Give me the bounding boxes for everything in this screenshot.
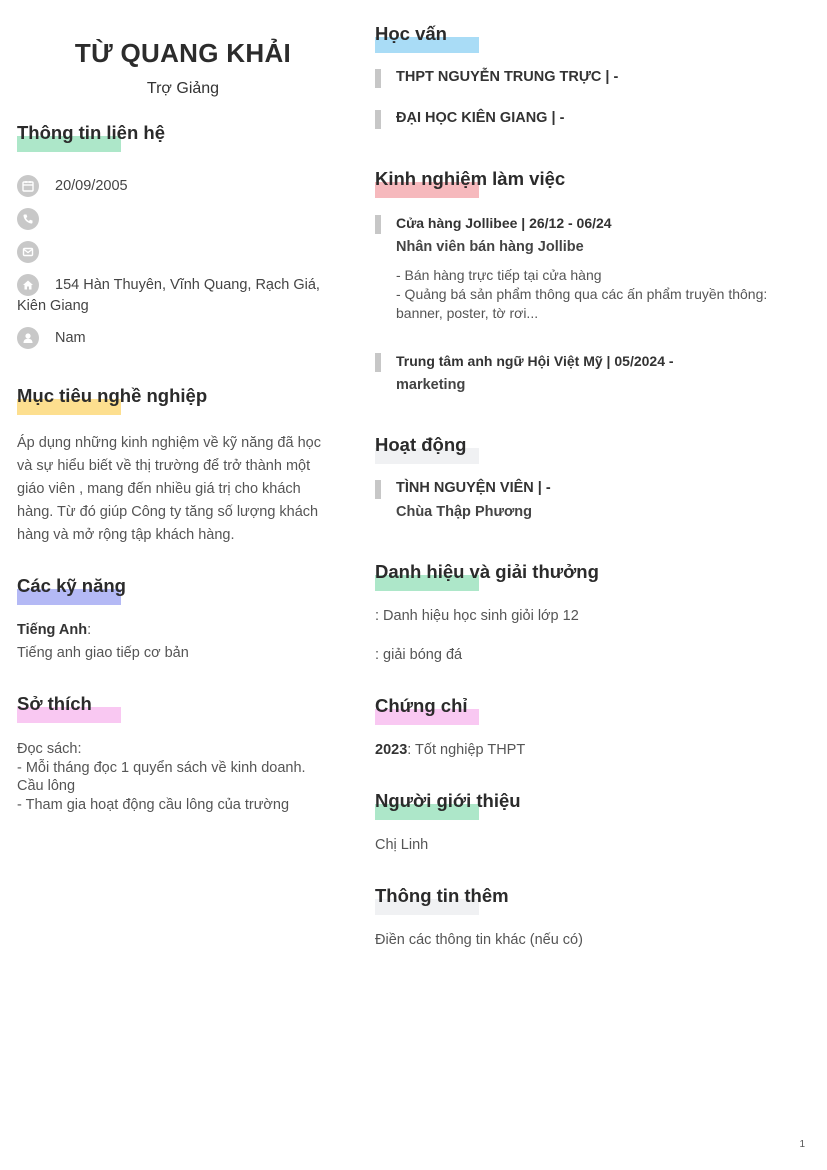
activity-item-org: Chùa Thập Phương [396, 504, 532, 520]
education-item-title: ĐẠI HỌC KIÊN GIANG | - [396, 110, 565, 126]
awards-title: Danh hiệu và giải thưởng [375, 561, 599, 582]
hobby-line: - Mỗi tháng đọc 1 quyển sách về kinh doanh. [17, 759, 306, 776]
education-title: Học vấn [375, 23, 447, 44]
candidate-role: Trợ Giảng [146, 80, 220, 97]
experience-item-description [396, 266, 796, 323]
candidate-name: TỪ QUANG KHẢI [74, 38, 292, 68]
objective-section [17, 385, 207, 407]
activities-section [375, 434, 466, 456]
activity-item-title: TÌNH NGUYỆN VIÊN | - [396, 480, 551, 496]
calendar-icon [17, 175, 39, 197]
address-text: 154 Hàn Thuyên, Vĩnh Quang, Rạch Giá, [55, 277, 320, 293]
experience-desc-line: - Quảng bá sản phẩm thông qua các ấn phẩm truyền thông: [396, 286, 768, 302]
entry-marker [375, 110, 381, 129]
award-item: : giải bóng đá [375, 647, 463, 663]
awards-section [375, 561, 599, 583]
user-icon [17, 327, 39, 349]
skill-name-row [17, 622, 91, 638]
entry-marker [375, 215, 381, 234]
gender-text: Nam [55, 330, 86, 346]
hobbies-text [17, 740, 327, 814]
award-item: : Danh hiệu học sinh giỏi lớp 12 [375, 608, 579, 624]
experience-item-position: Nhân viên bán hàng Jollibe [396, 239, 584, 255]
experience-desc-line: - Bán hàng trực tiếp tại cửa hàng [396, 267, 602, 283]
extra-info-text: Điền các thông tin khác (nếu có) [375, 932, 583, 948]
objective-text [17, 432, 327, 547]
skill-separator: : [87, 622, 92, 638]
education-item-title: THPT NGUYỄN TRUNG TRỰC | - [396, 69, 619, 85]
objective-line: Áp dụng những kinh nghiệm về kỹ năng đã học [17, 435, 321, 451]
experience-item-title: Trung tâm anh ngữ Hội Việt Mỹ | 05/2024 - [396, 353, 674, 369]
birthday-text: 20/09/2005 [55, 178, 128, 194]
hobby-line: - Tham gia hoạt động cầu lông của trường [17, 796, 290, 813]
objective-line: hàng và mở rộng tập khách hàng. [17, 527, 235, 543]
certificate-text: : Tốt nghiệp THPT [407, 742, 526, 758]
skills-title: Các kỹ năng [17, 575, 126, 596]
home-icon [17, 274, 39, 296]
references-title: Người giới thiệu [375, 790, 521, 811]
certificates-title: Chứng chỉ [375, 695, 468, 716]
entry-marker [375, 353, 381, 372]
address-text-line2: Kiên Giang [17, 298, 89, 314]
extra-info-section [375, 885, 509, 907]
page-number: 1 [799, 1139, 805, 1150]
hobby-line: Cầu lông [17, 778, 76, 794]
objective-line: và sự hiểu biết về thị trường để trở thành một [17, 458, 311, 474]
phone-icon [17, 208, 39, 230]
contact-section [17, 122, 165, 144]
entry-marker [375, 480, 381, 499]
contact-title: Thông tin liên hệ [17, 122, 165, 143]
skill-name: Tiếng Anh [17, 622, 88, 638]
email-icon [17, 241, 39, 263]
education-section [375, 23, 447, 45]
hobbies-title: Sở thích [17, 693, 92, 714]
activities-title: Hoạt động [375, 434, 467, 455]
hobby-line: Đọc sách: [17, 741, 82, 757]
objective-line: hàng. Từ đó giúp Công ty tăng số lượng khách [17, 504, 319, 520]
experience-section [375, 168, 565, 190]
certificates-section [375, 695, 468, 717]
experience-item-position: marketing [396, 377, 466, 393]
entry-marker [375, 69, 381, 88]
objective-title: Mục tiêu nghề nghiệp [17, 385, 208, 406]
experience-desc-line: banner, poster, tờ rơi... [396, 305, 539, 321]
hobbies-section [17, 693, 92, 715]
skills-section [17, 575, 126, 597]
experience-title: Kinh nghiệm làm việc [375, 168, 566, 189]
certificate-item [375, 742, 525, 758]
references-section [375, 790, 521, 812]
experience-item-title: Cửa hàng Jollibee | 26/12 - 06/24 [396, 215, 612, 231]
extra-info-title: Thông tin thêm [375, 885, 509, 906]
skill-description: Tiếng anh giao tiếp cơ bản [17, 645, 189, 661]
reference-text: Chị Linh [375, 837, 429, 853]
certificate-year: 2023 [375, 742, 408, 758]
objective-line: giáo viên , mang đến nhiều giá trị cho khách [17, 481, 301, 497]
